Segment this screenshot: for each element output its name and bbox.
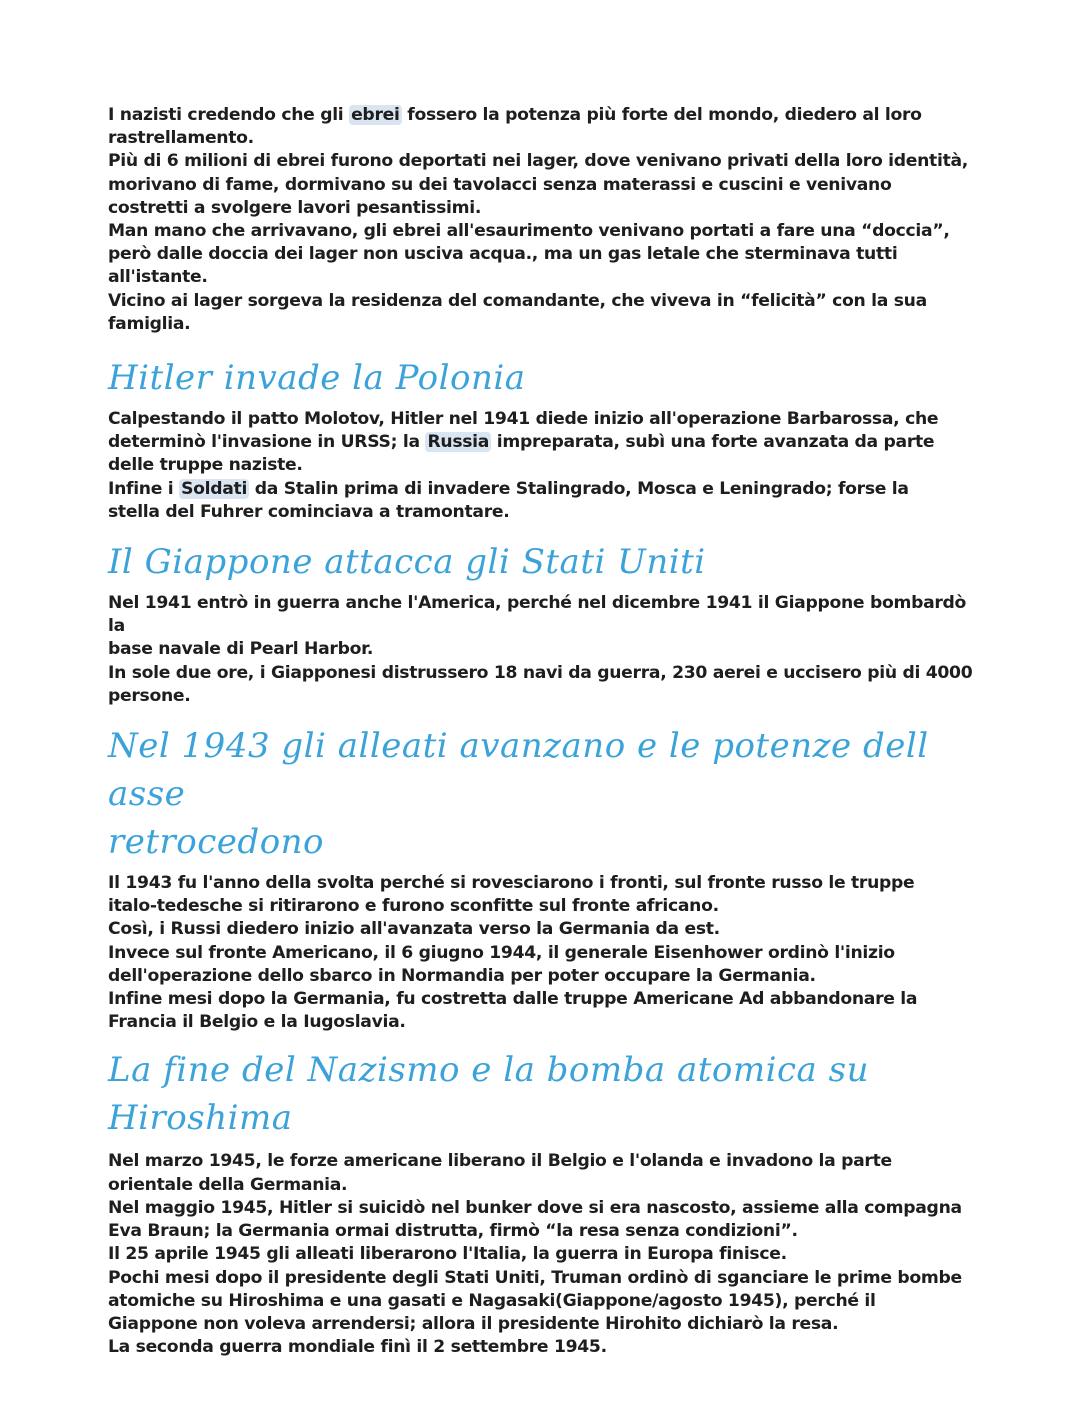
text-line [108,174,988,197]
text-line [108,220,988,243]
text-line [108,592,988,638]
heading-line-2: retrocedono [108,822,325,863]
text-line [108,1150,988,1173]
text-line [108,313,988,336]
text-line [108,1336,988,1359]
text-segment: fossero la potenza più forte del mondo, diedero al loro [401,105,922,125]
text-line [108,478,988,501]
text-line [108,266,988,289]
text-segment: Eva Braun; la Germania ormai distrutta, firmò “la resa senza condizioni”. [108,1221,798,1242]
text-line [108,501,988,524]
text-line [108,1290,988,1313]
text-segment: costretti a svolgere lavori pesantissimi. [108,197,482,218]
text-segment: Giappone non voleva arrendersi; allora il presidente Hirohito dichiarò la resa. [108,1313,839,1334]
text-line [108,988,988,1011]
text-segment: da Stalin prima di invadere Stalingrado, Mosca e Leningrado; forse la [249,478,909,499]
text-line [108,243,988,266]
paragraph-alleati-avanzano [108,872,988,1034]
text-segment: Il 1943 fu l'anno della svolta perché si rovesciarono i fronti, sul fronte russo le truppe [108,873,915,894]
text-segment: In sole due ore, i Giapponesi distrussero 18 navi da guerra, 230 aerei e uccisero più di 4000 [108,662,973,683]
text-segment: rastrellamento. [108,128,254,149]
text-segment: Francia il Belgio e la Iugoslavia. [108,1012,406,1033]
text-line [108,1313,988,1336]
text-segment: Man mano che arrivavano, gli ebrei all'esaurimento venivano portati a fare una “doccia”, [108,221,950,242]
text-line [108,872,988,895]
text-segment: La seconda guerra mondiale finì il 2 settembre 1945. [108,1337,607,1358]
text-line [108,895,988,918]
text-line [108,431,988,454]
text-line [108,662,988,685]
text-segment: Nel 1941 entrò in guerra anche l'America, perché nel dicembre 1941 il Giappone bombardò la [108,593,967,637]
text-segment: orientale della Germania. [108,1174,348,1195]
paragraph-hitler-invade-polonia [108,408,988,524]
paragraph-fine-nazismo [108,1150,988,1359]
document-page [108,104,988,1359]
text-line [108,197,988,220]
text-segment: Nel marzo 1945, le forze americane liberano il Belgio e l'olanda e invadono la parte [108,1151,892,1172]
text-segment: Invece sul fronte Americano, il 6 giugno 1944, il generale Eisenhower ordinò l'inizio [108,942,895,963]
text-segment: Più di 6 milioni di ebrei furono deportati nei lager, dove venivano privati della loro identità, [108,151,969,172]
text-segment: delle truppe naziste. [108,455,303,476]
text-line [108,150,988,173]
heading-alleati-avanzano [108,722,988,866]
text-line [108,965,988,988]
text-line [108,454,988,477]
text-segment: determinò l'invasione in URSS; la [108,432,426,453]
text-line [108,1267,988,1290]
text-line [108,638,988,661]
highlighted-word: Soldati [181,478,248,499]
intro-paragraph [108,104,988,336]
text-segment: Calpestando il patto Molotov, Hitler nel 1941 diede inizio all'operazione Barbarossa, che [108,409,939,430]
text-line [108,1174,988,1197]
text-line [108,918,988,941]
heading-line-1: Nel 1943 gli alleati avanzano e le potenze dell asse [108,726,929,815]
text-segment: Vicino ai lager sorgeva la residenza del comandante, che viveva in “felicità” con la sua [108,290,927,311]
text-line [108,104,988,127]
text-segment: Pochi mesi dopo il presidente degli Stati Uniti, Truman ordinò di sganciare le prime bombe [108,1267,962,1288]
text-segment: base navale di Pearl Harbor. [108,639,374,660]
text-segment: Così, i Russi diedero inizio all'avanzata verso la Germania da est. [108,919,720,940]
text-segment: atomiche su Hiroshima e una gasati e Nagasaki(Giappone/agosto 1945), perché il [108,1290,876,1311]
text-segment: stella del Fuhrer cominciava a tramontare. [108,501,510,522]
highlighted-word: Russia [427,432,490,453]
text-segment: Infine mesi dopo la Germania, fu costretta dalle truppe Americane Ad abbandonare la [108,989,918,1010]
text-segment: impreparata, subì una forte avanzata da parte [491,432,935,453]
text-segment: persone. [108,685,191,706]
text-line [108,942,988,965]
heading-fine-nazismo: La fine del Nazismo e la bomba atomica su Hiroshima [108,1050,869,1139]
text-line [108,408,988,431]
text-line [108,1197,988,1220]
text-segment: Il 25 aprile 1945 gli alleati liberarono l'Italia, la guerra in Europa finisce. [108,1244,787,1265]
text-line [108,1243,988,1266]
text-line [108,685,988,708]
text-segment: I nazisti credendo che gli [108,105,350,125]
text-segment: morivano di fame, dormivano su dei tavolacci senza materassi e cuscini e venivano [108,174,892,195]
text-segment: famiglia. [108,313,191,334]
text-segment: italo-tedesche si ritirarono e furono sconfitte sul fronte africano. [108,896,719,917]
text-segment: all'istante. [108,267,208,288]
text-line [108,127,988,150]
heading-hitler-invade-polonia: Hitler invade la Polonia [108,358,526,399]
highlighted-word: ebrei [351,105,400,125]
text-segment: dell'operazione dello sbarco in Normandia per poter occupare la Germania. [108,965,816,986]
text-line [108,1011,988,1034]
text-segment: Infine i [108,478,180,499]
text-line [108,290,988,313]
heading-giappone-attacca-usa: Il Giappone attacca gli Stati Uniti [108,542,706,583]
text-segment: però dalle doccia dei lager non usciva acqua., ma un gas letale che sterminava tutti [108,244,898,265]
text-segment: Nel maggio 1945, Hitler si suicidò nel bunker dove si era nascosto, assieme alla compagna [108,1197,962,1218]
paragraph-giappone-attacca-usa [108,592,988,708]
text-line [108,1220,988,1243]
